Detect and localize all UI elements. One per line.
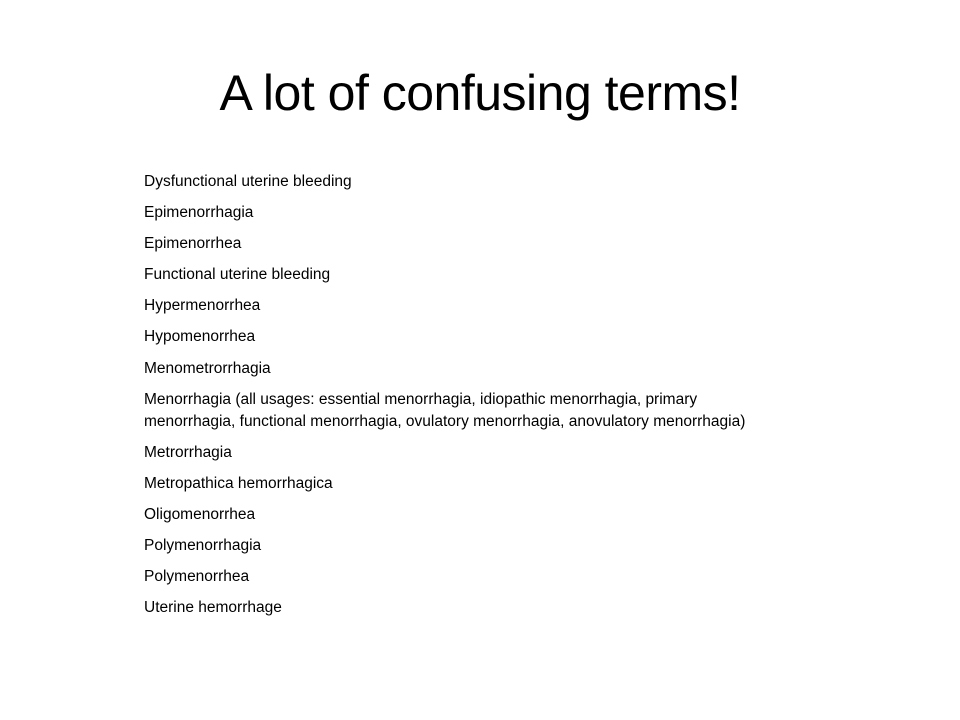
term-item: Epimenorrhea: [144, 235, 242, 253]
term-item: Menometrorrhagia: [144, 359, 271, 377]
term-item: Uterine hemorrhage: [144, 599, 282, 617]
term-item: Metropathica hemorrhagica: [144, 474, 333, 492]
term-item: Polymenorrhagia: [144, 537, 262, 555]
term-item: Oligomenorrhea: [144, 505, 256, 523]
term-item: Menorrhagia (all usages: essential menorrhagia, idiopathic menorrhagia, primary menorrhagia, functional menorrhagia, ovulatory menorrhagia, anovulatory menorrhagia): [144, 390, 746, 430]
term-item: Functional uterine bleeding: [144, 266, 331, 284]
term-item: Polymenorrhea: [144, 568, 250, 586]
term-item: Epimenorrhagia: [144, 204, 254, 222]
term-item: Hypermenorrhea: [144, 297, 261, 315]
terms-list: [144, 171, 774, 628]
term-item: Dysfunctional uterine bleeding: [144, 173, 352, 190]
slide-title: A lot of confusing terms!: [219, 65, 741, 121]
term-item: Hypomenorrhea: [144, 328, 256, 346]
term-item: Metrorrhagia: [144, 443, 232, 461]
